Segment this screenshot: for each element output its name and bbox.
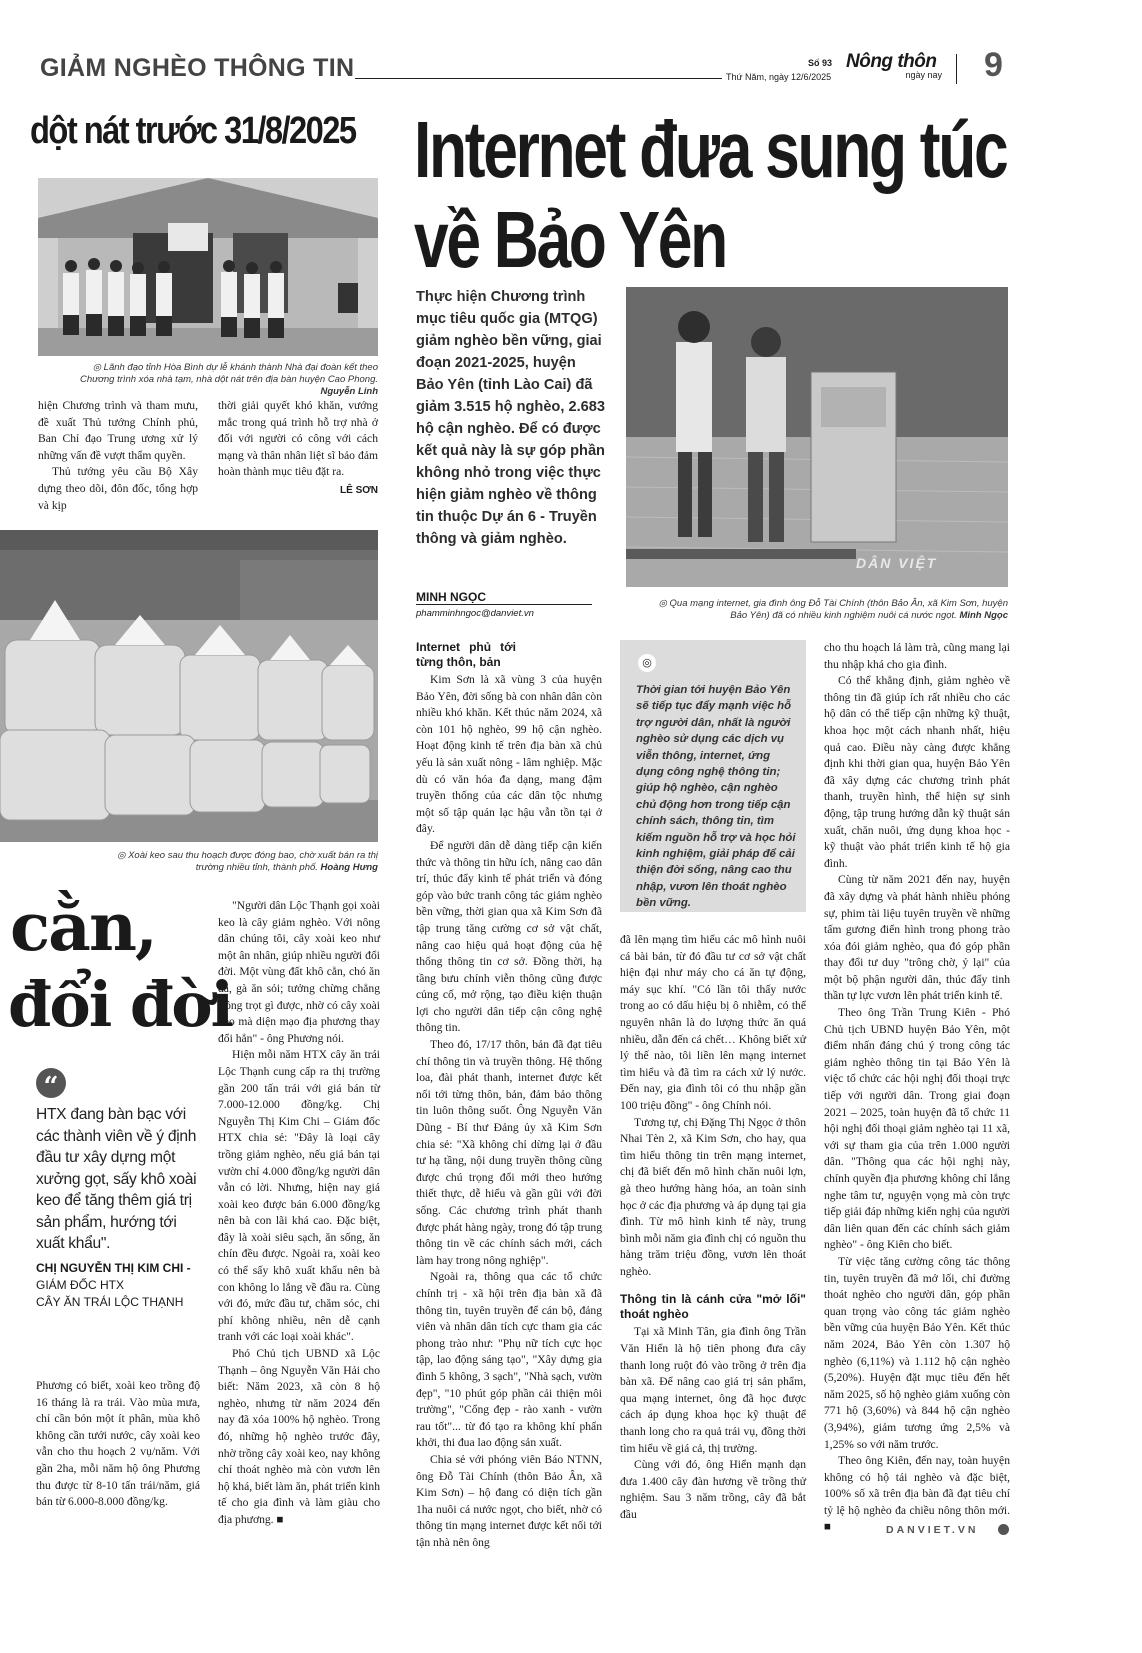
article-author: MINH NGỌC [416, 590, 486, 604]
mango-photo-illustration [0, 530, 378, 842]
paragraph: Chia sẻ với phóng viên Báo NTNN, ông Đỗ Tài Chính (thôn Bảo Ân, xã Kim Sơn) – hộ đang có diện tích gần 1ha nuôi cá nước ngọt, cho biết, nhờ có thông tin mạng internet được kết nối tới tận nhà nên ông [416, 1452, 602, 1549]
quote-block [36, 1068, 204, 1309]
article-col1 [416, 640, 602, 1551]
author-email: phamminhngoc@danviet.vn [416, 608, 534, 619]
header-divider [956, 54, 957, 84]
paragraph: hiện Chương trình và tham mưu, đề xuất Thủ tướng Chính phủ, Ban Chỉ đạo Trung ương xử lý những vấn đề vượt thẩm quyền. [38, 399, 198, 462]
mango-col-right [218, 898, 380, 1529]
footer-icon [998, 1524, 1009, 1535]
left-top-headline: dột nát trước 31/8/2025 [30, 110, 356, 152]
mango-caption [100, 850, 378, 874]
box-icon: ◎ [638, 654, 656, 672]
paragraph: Phương có biết, xoài keo trồng độ 16 tháng là ra trái. Vào mùa mưa, chỉ cần bón một ít phân, mùa khô không cần tưới nước, cây xoài keo vẫn cho thu hoạch 2 vụ/năm. Với gần 2ha, mỗi năm hộ ông Phương thu được từ 8-10 tấn trái/năm, giá bán từ 6.000-8.000 đồng/kg. [36, 1379, 200, 1509]
issue-number: Số 93 [808, 58, 833, 68]
left-top-col2 [218, 398, 378, 481]
fish-farm-caption-text: Qua mạng internet, gia đình ông Đỗ Tài Chính (thôn Bảo Ân, xã Kim Sơn, huyện Bảo Yên) đã có nhiều kinh nghiệm nuôi cá nước ngọt. [669, 598, 1008, 621]
box-text: Thời gian tới huyện Bảo Yên sẽ tiếp tục đẩy mạnh việc hỗ trợ người dân, nhất là người nghèo sử dụng các dịch vụ viễn thông, internet, ứng dụng công nghệ thông tin; giúp hộ nghèo, cận nghèo chủ động hơn trong tiếp cận chính sách, thông tin, tìm kiếm nguồn hỗ trợ và học hỏi kinh nghiệm, giải pháp để cải thiện đời sống, nâng cao thu nhập, vươn lên thoát nghèo bền vững. [636, 684, 796, 910]
paragraph: Kim Sơn là xã vùng 3 của huyện Bảo Yên, đời sống bà con nhân dân còn nhiều khó khăn. Kết thúc năm 2024, xã còn 101 hộ nghèo, 99 hộ cận nghèo. Hoạt động kinh tế trên địa bàn xã chủ yếu là sản xuất nông - lâm nghiệp. Mặc dù có văn hóa đa dạng, mang đậm truyền thống của các dân tộc nhưng một số tập quán lạc hậu vẫn tồn tại ở đây. [416, 673, 602, 836]
photo-mango-bags [0, 530, 378, 842]
caption-icon: ◎ [658, 598, 670, 609]
caption-icon: ◎ [117, 850, 129, 861]
subheading-open-door: Thông tin là cánh cửa "mở lối" thoát nghèo [620, 1292, 806, 1322]
mango-caption-text: Xoài keo sau thu hoạch được đóng bao, chờ xuất bán ra thị trường nhiều tỉnh, thành phố. [128, 850, 378, 873]
photo-watermark: DÂN VIỆT [856, 555, 938, 571]
quote-icon: “ [36, 1068, 66, 1098]
paragraph: Tương tự, chị Đặng Thị Ngọc ở thôn Nhai Tèn 2, xã Kim Sơn, cho hay, qua tìm hiểu thông tin trên mạng internet, chị đã biết đến mô hình chăn nuôi lợn, gà theo hướng hàng hóa, an toàn sinh học ở các địa phương và áp dụng tại gia đình. Từ mô hình kinh tế này, trung bình mỗi năm gia đình chị có nguồn thu hàng trăm triệu đồng, vươn lên thoát nghèo. [620, 1115, 806, 1278]
paragraph: Cùng với đó, ông Hiển mạnh dạn đưa 1.400 cây đàn hương về trồng thử nghiệm. Sau 3 năm trồng, cây đã bắt đầu [620, 1458, 806, 1521]
paragraph: Theo ông Trần Trung Kiên - Phó Chủ tịch UBND huyện Bảo Yên, một điểm nhấn đáng chú ý trong công tác giảm nghèo thông tin tại Bảo Yên là việc tổ chức các hội nghị đối thoại trực tiếp với người dân. Trong giai đoạn 2021 – 2025, toàn huyện đã tổ chức 11 hội nghị đối thoại giảm nghèo tại 11 xã, với sự tham gia của trên 1.000 người dân. "Thông qua các hội nghị này, chính quyền địa phương không chỉ lắng nghe tâm tư, nguyện vọng mà còn trực tiếp giải đáp những kiến nghị của người dân liên quan đến các chính sách giảm nghèo" - ông Kiên cho biết. [824, 1006, 1010, 1252]
sapo: Thực hiện Chương trình mục tiêu quốc gia (MTQG) giảm nghèo bền vững, giai đoạn 2021-2025, huyện Bảo Yên (tỉnh Lào Cai) đã giảm 3.515 hộ nghèo, 2.683 hộ cận nghèo. Để có được kết quả này là sự góp phần không nhỏ trong việc thực hiện giảm nghèo về thông tin thuộc Dự án 6 - Truyền thông và giảm nghèo. [416, 289, 605, 547]
brand-subtitle: ngày nay [905, 70, 942, 80]
paragraph: Hiện mỗi năm HTX cây ăn trái Lộc Thạnh cung cấp ra thị trường gần 200 tấn trái với giá bán từ 7.000-12.000 đồng/kg. Chị Nguyễn Thị Kim Chi – Giám đốc HTX chia sẻ: "Đây là loại cây trồng giảm nghèo, nếu giá bán tại vườn chỉ 4.000 đồng/kg người dân vẫn có lời. Nhưng, hiện nay giá xoài keo được bán 6.000 đồng/kg nên bà con lãi khá cao. Đặc biệt, đây là xoài siêu sạch, ăn sống, ăn chín đều được. Ngoài ra, xoài keo có thể sấy khô xuất khẩu nên bà con không lo lắng về đầu ra. Cùng với đó, mức đầu tư, chăm sóc, chi phí không nhiều, nên dễ cạnh tranh với các loại xoài khác". [218, 1048, 380, 1344]
paragraph: cho thu hoạch lá làm trà, cũng mang lại thu nhập khá cho gia đình. [824, 641, 1010, 671]
caption-icon: ◎ [92, 362, 104, 373]
paragraph: Phó Chủ tịch UBND xã Lộc Thạnh – ông Nguyễn Văn Hải cho biết: Năm 2023, xã còn 8 hộ nghèo, nhưng từ năm 2024 đến nay đã xóa 100% hộ nghèo. Trong đó, những hộ nghèo trước đây, nhờ trồng cây xoài keo, nay không chỉ thoát nghèo mà còn vươn lên hộ khá, biết làm ăn, phát triển kinh tế cho gia đình và làm giàu cho địa phương. ■ [218, 1347, 380, 1526]
main-headline-line2: về Bảo Yên [414, 195, 726, 284]
paragraph: đã lên mạng tìm hiểu các mô hình nuôi cá bài bản, từ đó đầu tư cơ sở vật chất hiện đại như máy cho cá ăn tự động, máy sục khí. "Có lần tôi thấy nước trong ao có dấu hiệu bị ô nhiễm, có thể nguyên nhân là do lượng thức ăn quá nhiều, dẫn đến cá chết… Không biết xử lý thế nào, tôi liền lên mạng internet tìm hiểu và đã tìm ra cách xử lý nước. Đến nay, gia đình tôi có thu nhập gần 100 triệu đồng" - ông Chính nói. [620, 933, 806, 1112]
ceremony-photo-illustration [38, 178, 378, 356]
paragraph: Cùng từ năm 2021 đến nay, huyện đã xây dựng và phát hành nhiều phóng sự, phim tài liệu tuyên truyền về những tấm gương điển hình trong phong trào xóa đói giảm nghèo, qua đó góp phần thay đổi tư duy "trông chờ, ỷ lại" của một bộ phận người dân, thúc đẩy tinh thần tự lực vươn lên phát triển kinh tế. [824, 873, 1010, 1003]
mango-headline-line1: cằn, [10, 888, 156, 966]
quote-role-2: CÂY ĂN TRÁI LỘC THẠNH [36, 1294, 184, 1309]
paragraph: Từ việc tăng cường công tác thông tin, tuyên truyền đã mở lối, chỉ đường thoát nghèo cho người dân, góp phần quan trọng vào công tác giảm nghèo bền vững của huyện Bảo Yên. Kết thúc năm 2024, Bảo Yên còn 1.307 hộ nghèo (6,11%) và 1.112 hộ cận nghèo (5,20%). Huyện đặt mục tiêu đến hết năm 2025, số hộ nghèo giảm xuống còn 771 hộ (3,60%) và 844 hộ cận nghèo (3,94%), giảm tương ứng 2,5% và 1,25% so với năm trước. [824, 1254, 1010, 1451]
paragraph: Để người dân dễ dàng tiếp cận kiến thức và thông tin hữu ích, nâng cao dân trí, thúc đẩy kinh tế phát triển và đóng góp vào bức tranh công tác giảm nghèo bền vững, thời gian qua xã Kim Sơn đã tập trung tăng cường cơ sở vật chất, nâng cao hiệu quả hoạt động của hệ thống thông tin cơ sở. Đồng thời, hạ tầng bưu chính viễn thông cũng được củng cố, mở rộng, tạo điều kiện thuận lợi cho người dân tiếp cận công nghệ thông tin. [416, 838, 602, 1035]
ceremony-caption [60, 362, 378, 398]
paragraph: "Người dân Lộc Thạnh gọi xoài keo là cây giảm nghèo. Với nông dân chúng tôi, cây xoài keo như một ân nhân, giúp nhiều người đổi đời. Một vùng đất khô cằn, chó ăn đá, gà ăn sỏi; tưởng chừng chẳng trồng trọt gì được, nhờ có cây xoài keo mà diện mạo địa phương thay đổi hẳn" - ông Phương nói. [218, 899, 380, 1045]
ceremony-caption-credit: Nguyễn Linh [320, 386, 378, 397]
paragraph: Có thể khẳng định, giảm nghèo về thông tin đã giúp ích rất nhiều cho các hộ dân có thể tiếp cận những kỹ thuật, khoa học một cách nhanh nhất, hiệu quả cao. Điều này càng được khẳng định khi thời gian qua, huyện Bảo Yên đã xây dựng các chương trình phát thanh, truyền hình, thể hiện sự sinh động, tập trung hướng dẫn kỹ thuật sản xuất, chăn nuôi, ứng dụng khoa học - kỹ thuật vào phát triển kinh tế hộ gia đình. [824, 674, 1010, 870]
fish-farm-caption-credit: Minh Ngọc [959, 610, 1008, 621]
brand-name: Nông thôn [846, 51, 937, 72]
subheading-internet: Internet phủ tới từng thôn, bản [416, 640, 516, 669]
paragraph: Theo đó, 17/17 thôn, bản đã đạt tiêu chí thông tin và truyền thông. Hệ thống loa, đài phát thanh, internet được kết nối tới từng thôn, bản, đảm bảo thông tin luôn thông suốt. Ông Nguyễn Văn Dũng - Bí thư Đảng ủy xã Kim Sơn chia sẻ: "Xã không chỉ dừng lại ở đầu tư hạ tầng, nội dung truyền thông cũng được chú trọng đổi mới theo hướng thiết thực, dễ hiểu và gần gũi với đời sống. Các chương trình phát thanh được phát hàng ngày, trong đó tập trung thông tin về các chính sách mới, cách làm hay trong nông nghiệp". [416, 1038, 602, 1267]
page-number: 9 [984, 46, 1003, 84]
section-title: GIẢM NGHÈO THÔNG TIN [40, 54, 355, 82]
article-col2 [620, 932, 806, 1524]
mango-col-left [36, 1378, 200, 1511]
mango-headline-line2: đổi đời [8, 968, 233, 1041]
photo-ceremony [38, 178, 378, 356]
article-col3 [824, 640, 1010, 1536]
main-headline-line1: Internet đưa sung túc [414, 105, 1007, 194]
paragraph: Thủ tướng yêu cầu Bộ Xây dựng theo dõi, đôn đốc, tổng hợp và kịp [38, 465, 198, 512]
quote-text: HTX đang bàn bạc với các thành viên về ý định đầu tư xây dựng một xưởng gọt, sấy khô xoài keo để tăng thêm giá trị sản phẩm, hướng tới xuất khẩu". [36, 1106, 197, 1252]
quote-person: CHỊ NGUYỄN THỊ KIM CHI - [36, 1260, 191, 1275]
paragraph: Theo ông Kiên, đến nay, toàn huyện không có hộ tái nghèo và đặc biệt, 100% số xã trên địa bàn đã đạt tiêu chí tỷ lệ hộ nghèo đa chiều nông thôn mới. ■ [824, 1454, 1010, 1534]
highlight-box [620, 640, 806, 912]
author-rule [416, 604, 592, 605]
paragraph: thời giải quyết khó khăn, vướng mắc trong quá trình hỗ trợ nhà ở đối với người có công với cách mạng và thân nhân liệt sĩ bảo đảm hoàn thành mục tiêu đặt ra. [218, 399, 378, 479]
left-top-author: LÊ SƠN [340, 485, 378, 496]
fish-farm-photo-illustration [626, 287, 1008, 587]
footer-site: DANVIET.VN [886, 1524, 979, 1536]
issue-date: Thứ Năm, ngày 12/6/2025 [726, 72, 832, 82]
header-rule [355, 78, 722, 79]
ceremony-caption-text: Lãnh đạo tỉnh Hòa Bình dự lễ khánh thành Nhà đại đoàn kết theo Chương trình xóa nhà tạm, nhà dột nát trên địa bàn huyện Cao Phong. [79, 362, 378, 385]
quote-role-1: GIÁM ĐỐC HTX [36, 1277, 125, 1292]
paragraph: Tại xã Minh Tân, gia đình ông Trần Văn Hiển là hộ tiên phong đưa cây thanh long ruột đỏ vào trồng ở trên địa bàn xã. Để nâng cao giá trị sản phẩm, qua mạng internet, ông đã học được cách áp dụng khoa học kỹ thuật để thanh long cho ra quả trái vụ, đồng thời tìm hiểu về giá cả, thị trường. [620, 1325, 806, 1455]
paragraph: Ngoài ra, thông qua các tổ chức chính trị - xã hội trên địa bàn xã đã thông tin, tuyên truyền để cán bộ, đảng viên và nhân dân tích cực tham gia các phong trào như: "Phụ nữ tích cực học tập, lao động sáng tạo", "Xây dựng gia đình 5 không, 3 sạch", "Nhà sạch, vườn đẹp", "10 phút góp phần cải thiện môi trường", "Cổng đẹp - rào xanh - vườn rau tốt"... từ đó tạo ra không khí phấn khởi, thi đua lao động sản xuất. [416, 1270, 602, 1450]
photo-fish-farm [626, 287, 1008, 587]
mango-caption-credit: Hoàng Hưng [320, 862, 378, 873]
fish-farm-caption [640, 598, 1008, 622]
brand-logo [846, 52, 942, 86]
left-top-col1 [38, 398, 198, 514]
